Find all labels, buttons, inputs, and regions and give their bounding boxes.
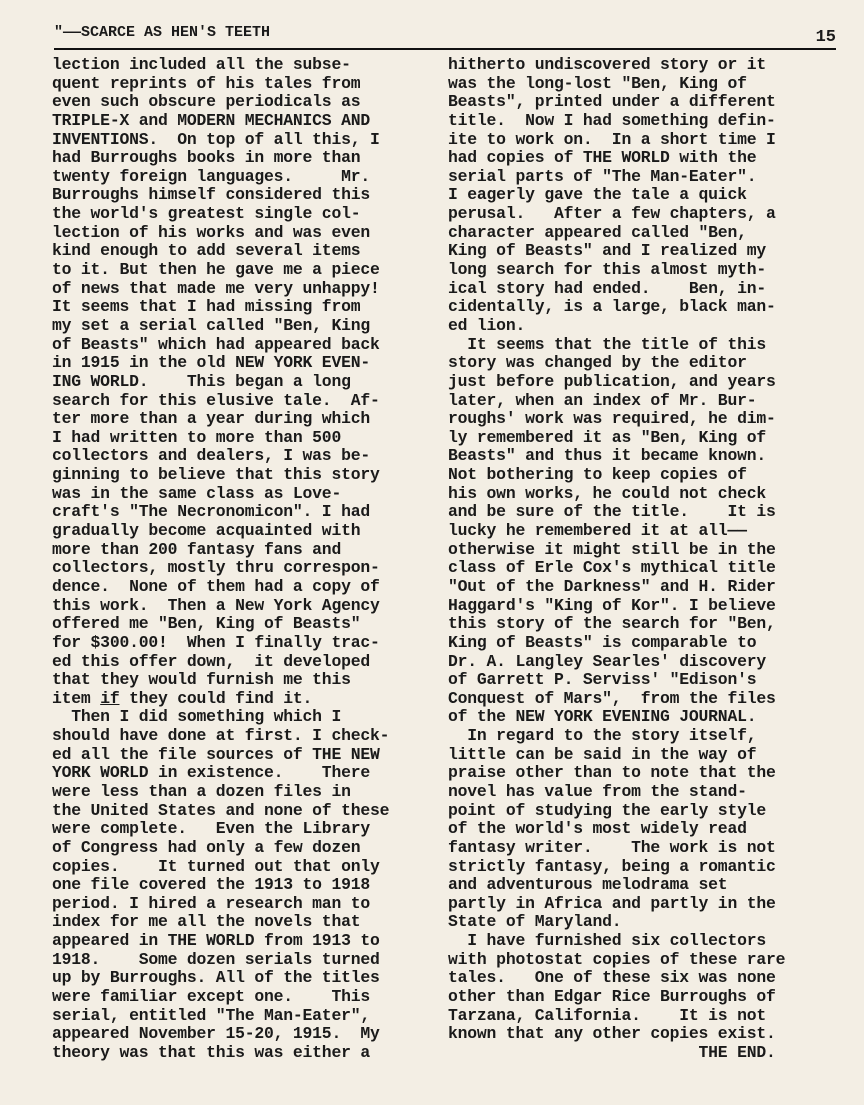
text-line: this story of the search for "Ben, (448, 614, 776, 634)
text-line: up by Burroughs. All of the titles (52, 968, 380, 988)
text-line: Conquest of Mars", from the files (448, 688, 776, 708)
text-line: It seems that I had missing from (52, 297, 361, 317)
text-line: one file covered the 1913 to 1918 (52, 875, 370, 895)
text-line: and adventurous melodrama set (448, 875, 728, 895)
text-line: perusal. After a few chapters, a (448, 204, 776, 224)
text-line: In regard to the story itself, (448, 726, 757, 746)
text-line: INVENTIONS. On top of all this, I (52, 129, 380, 149)
text-line: quent reprints of his tales from (52, 73, 361, 93)
text-line: collectors, mostly thru correspon- (52, 558, 380, 578)
text-line: other than Edgar Rice Burroughs of (448, 987, 776, 1007)
text-line: of news that made me very unhappy! (52, 278, 380, 298)
text-line: of Garrett P. Serviss' "Edison's (448, 670, 757, 690)
text-line: ING WORLD. This began a long (52, 371, 351, 391)
text-line: collectors and dealers, I was be- (52, 446, 370, 466)
text-line: ter more than a year during which (52, 409, 370, 429)
text-line: title. Now I had something defin- (448, 110, 776, 130)
text-line: period. I hired a research man to (52, 893, 370, 913)
text-line: search for this elusive tale. Af- (52, 390, 380, 410)
text-line: ed lion. (448, 315, 526, 335)
text-line: were familiar except one. This (52, 987, 370, 1007)
text-line: lucky he remembered it at all—— (448, 521, 747, 541)
underlined-word: if (100, 688, 120, 708)
text-line: was the long-lost "Ben, King of (448, 73, 747, 93)
running-head: "——SCARCE AS HEN'S TEETH (54, 24, 271, 41)
page-header (54, 18, 836, 50)
text-line: this work. Then a New York Agency (52, 595, 380, 615)
text-line: Tarzana, California. It is not (448, 1005, 766, 1025)
text-line: had copies of THE WORLD with the (448, 148, 757, 168)
text-line: my set a serial called "Ben, King (52, 315, 370, 335)
text-line: roughs' work was required, he dim- (448, 409, 776, 429)
text-line: hitherto undiscovered story or it (448, 55, 766, 74)
text-line: the world's greatest single col- (52, 204, 361, 224)
text-line: It seems that the title of this (448, 334, 766, 354)
text-line: dence. None of them had a copy of (52, 576, 380, 596)
text-line: ed this offer down, it developed (52, 651, 370, 671)
text-line: YORK WORLD in existence. There (52, 763, 370, 783)
text-line: serial parts of "The Man-Eater". (448, 166, 757, 186)
text-line: I had written to more than 500 (52, 427, 342, 447)
page-number: 15 (815, 28, 836, 47)
text-line: and be sure of the title. It is (448, 502, 776, 522)
text-line: I have furnished six collectors (448, 931, 766, 951)
text-line: partly in Africa and partly in the (448, 893, 776, 913)
text-line: character appeared called "Ben, (448, 222, 747, 242)
text-line: serial, entitled "The Man-Eater", (52, 1005, 370, 1025)
text-line: just before publication, and years (448, 371, 776, 391)
text-line: for $300.00! When I finally trac- (52, 632, 380, 652)
text-line: ical story had ended. Ben, in- (448, 278, 766, 298)
text-line: theory was that this was either a (52, 1042, 370, 1062)
text-line: Then I did something which I (52, 707, 342, 727)
text-line: later, when an index of Mr. Bur- (448, 390, 757, 410)
text-line: known that any other copies exist. (448, 1024, 776, 1044)
text-line: index for me all the novels that (52, 912, 361, 932)
text-line: class of Erle Cox's mythical title (448, 558, 776, 578)
text-line: appeared November 15-20, 1915. My (52, 1024, 380, 1044)
text-line: State of Maryland. (448, 912, 622, 932)
text-line: lection of his works and was even (52, 222, 370, 242)
text-line: ite to work on. In a short time I (448, 129, 776, 149)
text-line: had Burroughs books in more than (52, 148, 361, 168)
text-line: even such obscure periodicals as (52, 92, 361, 112)
text-line: long search for this almost myth- (448, 260, 766, 280)
text-line: ginning to believe that this story (52, 465, 380, 485)
text-line: little can be said in the way of (448, 744, 757, 764)
text-line: story was changed by the editor (448, 353, 747, 373)
text-line: his own works, he could not check (448, 483, 766, 503)
text-line: gradually become acquainted with (52, 521, 361, 541)
text-line: THE END. (448, 1042, 776, 1062)
text-line: were complete. Even the Library (52, 819, 370, 839)
text-line: Burroughs himself considered this (52, 185, 370, 205)
text-line: tales. One of these six was none (448, 968, 776, 988)
text-line: copies. It turned out that only (52, 856, 380, 876)
text-line: "Out of the Darkness" and H. Rider (448, 576, 776, 596)
text-line: more than 200 fantasy fans and (52, 539, 342, 559)
text-line: TRIPLE-X and MODERN MECHANICS AND (52, 110, 370, 130)
text-line: that they would furnish me this (52, 670, 351, 690)
text-line: Beasts" and thus it became known. (448, 446, 766, 466)
text-line: Dr. A. Langley Searles' discovery (448, 651, 766, 671)
text-line: I eagerly gave the tale a quick (448, 185, 747, 205)
text-line: 1918. Some dozen serials turned (52, 949, 380, 969)
text-line: to it. But then he gave me a piece (52, 260, 380, 280)
text-line: of the NEW YORK EVENING JOURNAL. (448, 707, 757, 727)
text-line: the United States and none of these (52, 800, 390, 820)
text-line: strictly fantasy, being a romantic (448, 856, 776, 876)
text-line: of Congress had only a few dozen (52, 837, 361, 857)
text-line: twenty foreign languages. Mr. (52, 166, 370, 186)
text-line: fantasy writer. The work is not (448, 837, 776, 857)
text-line: point of studying the early style (448, 800, 766, 820)
text-line: of the world's most widely read (448, 819, 747, 839)
text-line: otherwise it might still be in the (448, 539, 776, 559)
text-line: was in the same class as Love- (52, 483, 342, 503)
text-line: Not bothering to keep copies of (448, 465, 747, 485)
text-line: King of Beasts" and I realized my (448, 241, 766, 261)
text-line: ed all the file sources of THE NEW (52, 744, 380, 764)
text-line: item if they could find it. (52, 688, 313, 708)
text-line: kind enough to add several items (52, 241, 361, 261)
text-line: cidentally, is a large, black man- (448, 297, 776, 317)
text-line: Beasts", printed under a different (448, 92, 776, 112)
text-line: lection included all the subse- (52, 55, 351, 74)
text-line: should have done at first. I check- (52, 726, 390, 746)
text-line: with photostat copies of these rare (448, 949, 786, 969)
text-line: ly remembered it as "Ben, King of (448, 427, 766, 447)
right-text-column (448, 56, 828, 1063)
text-line: praise other than to note that the (448, 763, 776, 783)
text-line: Haggard's "King of Kor". I believe (448, 595, 776, 615)
text-line: of Beasts" which had appeared back (52, 334, 380, 354)
text-line: King of Beasts" is comparable to (448, 632, 757, 652)
text-line: in 1915 in the old NEW YORK EVEN- (52, 353, 370, 373)
left-text-column (52, 56, 432, 1063)
text-line: craft's "The Necronomicon". I had (52, 502, 370, 522)
text-line: were less than a dozen files in (52, 781, 351, 801)
text-line: offered me "Ben, King of Beasts" (52, 614, 361, 634)
text-line: appeared in THE WORLD from 1913 to (52, 931, 380, 951)
text-line: novel has value from the stand- (448, 781, 747, 801)
